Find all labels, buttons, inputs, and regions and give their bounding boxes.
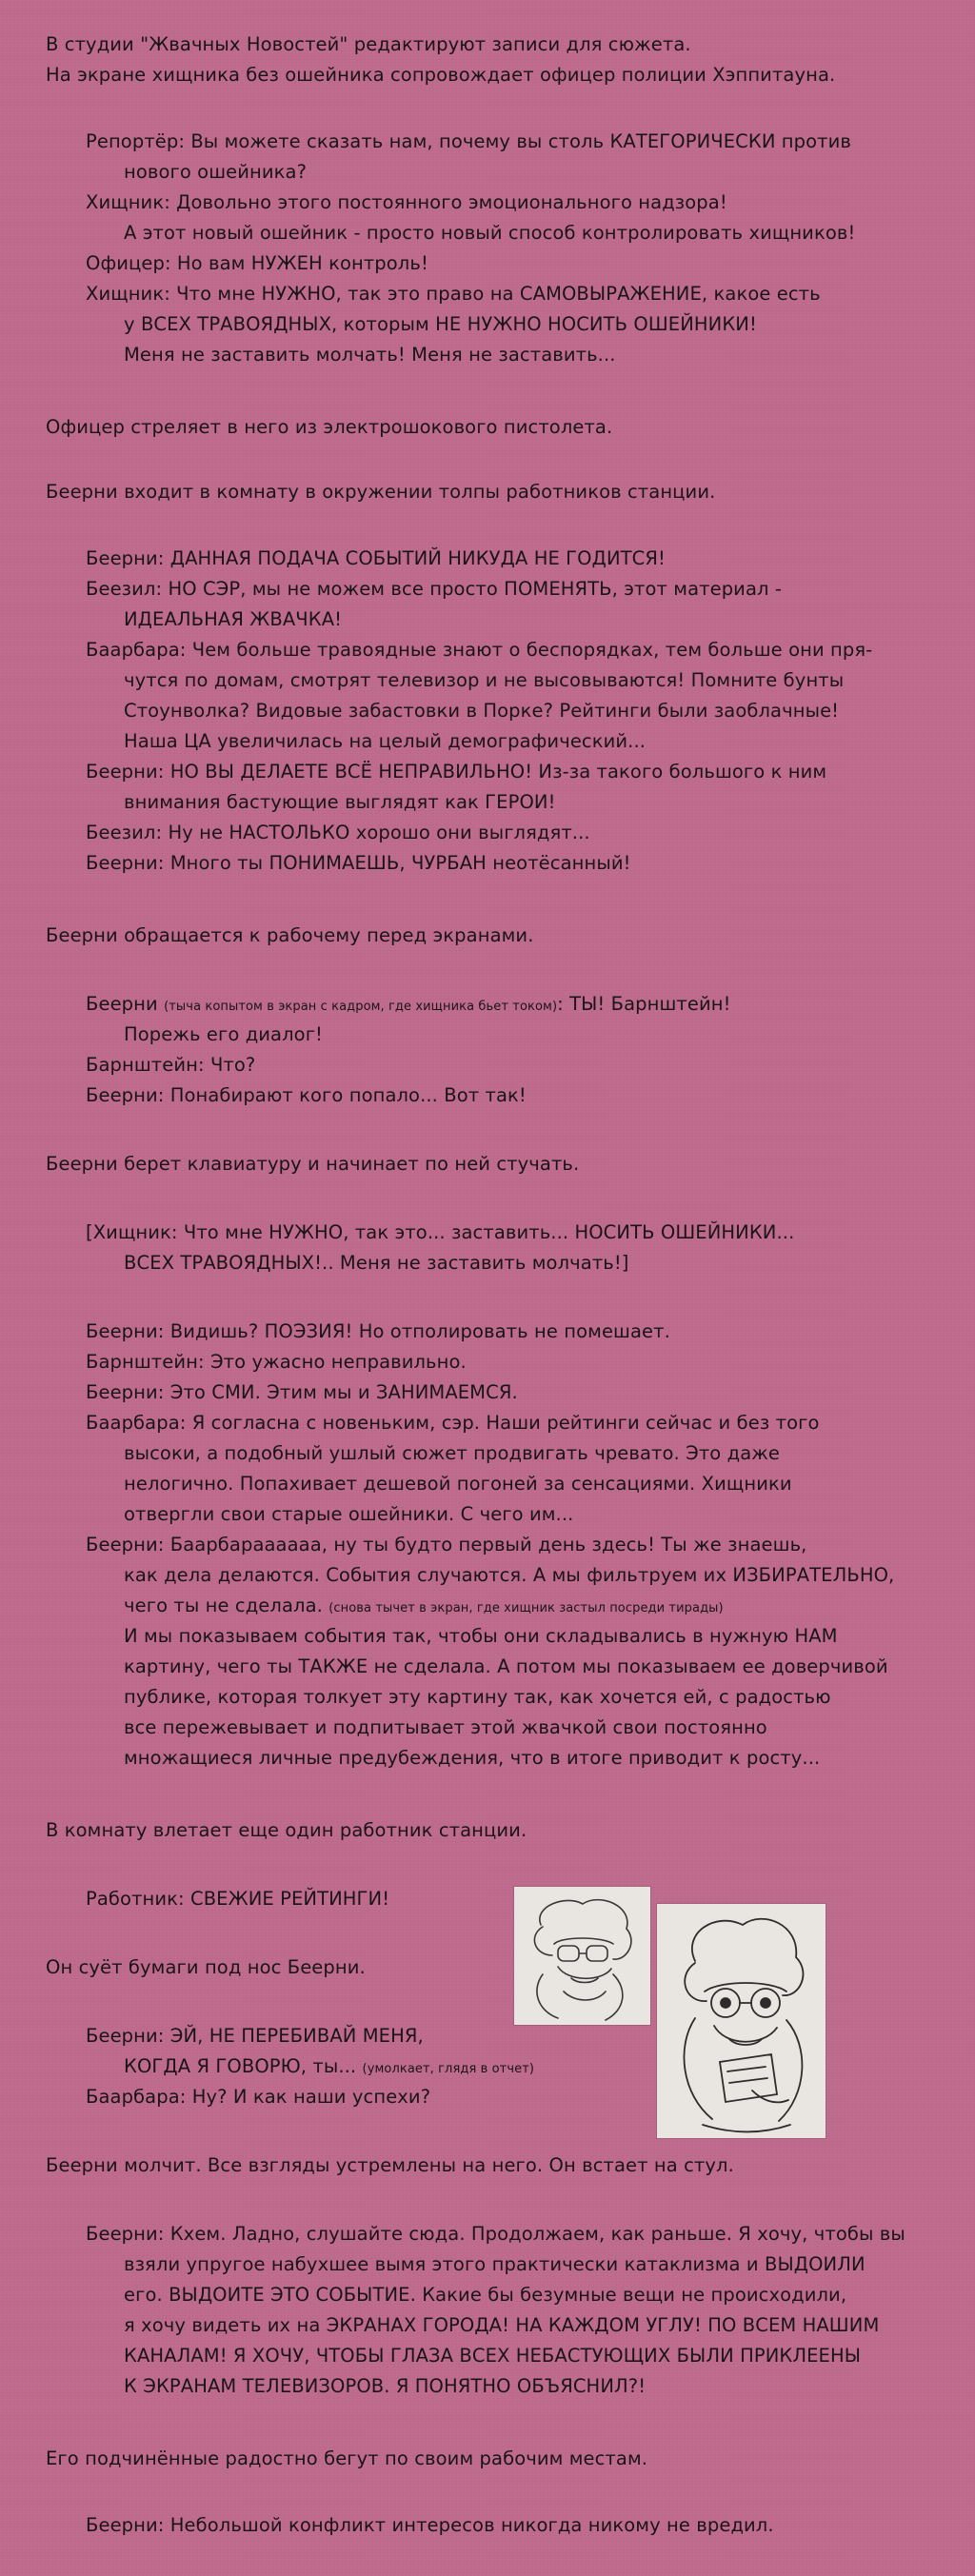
text-line [86, 2085, 430, 2110]
sketch-large [657, 1904, 826, 2138]
text-line [86, 546, 666, 571]
line-text: Баарбара: Чем больше травоядные знают о беспорядках, тем больше они пря- [86, 639, 873, 661]
text-line [124, 1594, 724, 1621]
line-text: внимания бастующие выглядят как ГЕРОИ! [124, 791, 556, 813]
text-line [124, 1746, 820, 1771]
line-text: Офицер: Но вам НУЖЕН контроль! [86, 252, 428, 274]
line-text: нового ошейника? [124, 161, 308, 183]
line-text: ИДЕАЛЬНАЯ ЖВАЧКА! [124, 608, 343, 630]
line-text: Беерни: Баарбараааааа, ну ты будто первый день здесь! Ты же знаешь, [86, 1534, 807, 1556]
text-line [86, 1053, 255, 1078]
text-line [46, 1818, 527, 1843]
line-text: все пережевывает и подпитывает этой жвачкой свои постоянно [124, 1716, 767, 1738]
line-text: Беерни: НО ВЫ ДЕЛАЕТЕ ВСЁ НЕПРАВИЛЬНО! Из-за такого большого к ним [86, 761, 827, 783]
text-line [124, 1472, 792, 1496]
line-text: Стоунволка? Видовые забастовки в Порке? Рейтинги были заоблачные! [124, 700, 840, 722]
line-text: Беерни: ДАННАЯ ПОДАЧА СОБЫТИЙ НИКУДА НЕ ГОДИТСЯ! [86, 547, 666, 569]
line-text: : ТЫ! Барнштейн! [557, 993, 731, 1015]
text-line [124, 2374, 646, 2399]
text-line [86, 1887, 389, 1912]
line-text: [Хищник: Что мне НУЖНО, так это... заставить... НОСИТЬ ОШЕЙНИКИ... [86, 1221, 795, 1243]
line-text: ВСЕХ ТРАВОЯДНЫХ!.. Меня не заставить молчать!] [124, 1252, 629, 1274]
text-line [124, 1685, 831, 1710]
line-text: Репортёр: Вы можете сказать нам, почему вы столь КАТЕГОРИЧЕСКИ против [86, 130, 851, 152]
line-text: чутся по домам, смотрят телевизор и не высовываются! Помните бунты [124, 669, 845, 691]
text-line [124, 1502, 573, 1527]
text-line [86, 821, 590, 845]
text-line [86, 638, 872, 663]
line-text: Баарбара: Я согласна с новеньким, сэр. Наши рейтинги сейчас и без того [86, 1412, 820, 1434]
text-line [86, 992, 731, 1020]
text-line [124, 607, 342, 632]
line-text: Беерни [86, 993, 165, 1015]
line-text: его. ВЫДОИТЕ ЭТО СОБЫТИЕ. Какие бы безумные вещи не происходили, [124, 2284, 847, 2306]
text-line [86, 282, 821, 307]
text-line [86, 1411, 819, 1436]
text-line [124, 2252, 866, 2277]
text-line [86, 760, 826, 784]
text-line [86, 2024, 424, 2049]
text-line [46, 1955, 366, 1980]
text-line [46, 63, 835, 88]
text-line [46, 923, 534, 948]
text-line [86, 2513, 774, 2538]
text-line [124, 2344, 861, 2368]
stage-direction: (умолкает, глядя в отчет) [362, 2062, 535, 2076]
line-text: Баарбара: Ну? И как наши успехи? [86, 2086, 431, 2108]
line-text: Порежь его диалог! [124, 1023, 323, 1045]
text-line [124, 1441, 780, 1466]
text-line [86, 1533, 806, 1557]
line-text: Беерни: ЭЙ, НЕ ПЕРЕБИВАЙ МЕНЯ, [86, 2025, 424, 2047]
line-text: КАНАЛАМ! Я ХОЧУ, ЧТОБЫ ГЛАЗА ВСЕХ НЕБАСТУЮЩИХ БЫЛИ ПРИКЛЕЕНЫ [124, 2345, 862, 2367]
text-line [124, 160, 307, 185]
line-text: взяли упругое набухшее вымя этого практически катаклизма и ВЫДОИЛИ [124, 2253, 866, 2275]
line-text: Беерни берет клавиатуру и начинает по ней стучать. [46, 1153, 580, 1175]
text-line [86, 1083, 527, 1108]
line-text: Беерни входит в комнату в окружении толпы работников станции. [46, 481, 716, 503]
text-line [86, 1350, 467, 1375]
line-text: нелогично. Попахивает дешевой погоней за сенсациями. Хищники [124, 1473, 792, 1495]
text-line [124, 221, 855, 246]
text-line [124, 2283, 846, 2308]
line-text: как дела делаются. События случаются. А мы фильтруем их ИЗБИРАТЕЛЬНО, [124, 1564, 895, 1586]
text-line [124, 1655, 888, 1679]
sketch-large-drawing [657, 1904, 826, 2138]
text-line [124, 312, 757, 337]
text-line [46, 32, 691, 57]
text-line [124, 1251, 629, 1276]
line-text: На экране хищника без ошейника сопровождает офицер полиции Хэппитауна. [46, 64, 836, 86]
line-text: картину, чего ты ТАКЖЕ не сделала. А потом мы показываем ее доверчивой [124, 1655, 888, 1677]
text-line [86, 190, 727, 215]
line-text: И мы показываем события так, чтобы они складывались в нужную НАМ [124, 1625, 838, 1647]
text-line [86, 1319, 670, 1344]
text-line [124, 1624, 838, 1649]
text-line [46, 415, 612, 440]
text-line [124, 2313, 879, 2338]
text-line [46, 2153, 734, 2178]
text-line [86, 2222, 905, 2247]
text-line [86, 577, 782, 602]
line-text: Его подчинённые радостно бегут по своим рабочим местам. [46, 2447, 648, 2469]
text-line [86, 1380, 518, 1405]
text-line [46, 2447, 647, 2471]
line-text: Хищник: Довольно этого постоянного эмоционального надзора! [86, 191, 727, 213]
line-text: множащиеся личные предубеждения, что в итоге приводит к росту... [124, 1747, 821, 1769]
stage-direction: (снова тычет в экран, где хищник застыл посреди тирады) [328, 1601, 724, 1615]
line-text: Наша ЦА увеличилась на целый демографический... [124, 730, 647, 752]
sketch-small [514, 1887, 650, 2025]
line-text: Работник: СВЕЖИЕ РЕЙТИНГИ! [86, 1888, 390, 1910]
text-line [124, 1022, 323, 1047]
line-text: Беерни: Много ты ПОНИМАЕШЬ, ЧУРБАН неотёсанный! [86, 852, 631, 874]
text-line [124, 699, 839, 723]
text-line [124, 1715, 767, 1740]
line-text: высоки, а подобный ушлый сюжет продвигать чревато. Это даже [124, 1442, 781, 1464]
line-text: Беерни: Это СМИ. Этим мы и ЗАНИМАЕМСЯ. [86, 1381, 518, 1403]
line-text: Офицер стреляет в него из электрошокового пистолета. [46, 416, 613, 438]
text-line [124, 1563, 894, 1588]
line-text: В комнату влетает еще один работник станции. [46, 1819, 527, 1841]
text-line [124, 2054, 534, 2082]
line-text: Хищник: Что мне НУЖНО, так это право на САМОВЫРАЖЕНИЕ, какое есть [86, 283, 821, 305]
line-text: чего ты не сделала. [124, 1595, 329, 1616]
line-text: Беерни обращается к рабочему перед экранами. [46, 924, 534, 946]
line-text: публике, которая толкует эту картину так, как хочется ей, с радостью [124, 1686, 831, 1708]
line-text: Беерни: Небольшой конфликт интересов никогда никому не вредил. [86, 2514, 774, 2536]
line-text: КОГДА Я ГОВОРЮ, ты... [124, 2055, 363, 2077]
text-line [86, 129, 851, 154]
stage-direction: (тыча копытом в экран с кадром, где хищника бьет током) [164, 1000, 558, 1014]
text-line [86, 851, 631, 876]
text-line [86, 251, 428, 276]
line-text: Меня не заставить молчать! Меня не заставить... [124, 344, 616, 366]
line-text: у ВСЕХ ТРАВОЯДНЫХ, которым НЕ НУЖНО НОСИТЬ ОШЕЙНИКИ! [124, 313, 757, 335]
text-line [86, 1220, 794, 1245]
line-text: К ЭКРАНАМ ТЕЛЕВИЗОРОВ. Я ПОНЯТНО ОБЪЯСНИЛ?! [124, 2375, 647, 2397]
text-line [46, 480, 715, 505]
text-line [124, 668, 844, 693]
line-text: Беерни молчит. Все взгляды устремлены на него. Он встает на стул. [46, 2154, 734, 2176]
text-line [124, 729, 646, 754]
sketch-small-drawing [514, 1887, 650, 2025]
line-text: я хочу видеть их на ЭКРАНАХ ГОРОДА! НА КАЖДОМ УГЛУ! ПО ВСЕМ НАШИМ [124, 2314, 880, 2336]
line-text: Беерни: Кхем. Ладно, слушайте сюда. Продолжаем, как раньше. Я хочу, чтобы вы [86, 2223, 905, 2245]
text-line [124, 790, 556, 815]
line-text: Беезил: Ну не НАСТОЛЬКО хорошо они выглядят... [86, 822, 590, 843]
line-text: Беерни: Понабирают кого попало... Вот так! [86, 1084, 527, 1106]
line-text: Он суёт бумаги под нос Беерни. [46, 1956, 366, 1978]
line-text: А этот новый ошейник - просто новый способ контролировать хищников! [124, 222, 856, 244]
line-text: В студии "Жвачных Новостей" редактируют записи для сюжета. [46, 33, 691, 55]
line-text: отвергли свои старые ошейники. С чего им... [124, 1503, 574, 1525]
line-text: Беезил: НО СЭР, мы не можем все просто ПОМЕНЯТЬ, этот материал - [86, 578, 783, 600]
text-line [124, 343, 616, 367]
line-text: Барнштейн: Что? [86, 1054, 256, 1076]
text-line [46, 1152, 579, 1177]
line-text: Беерни: Видишь? ПОЭЗИЯ! Но отполировать не помешает. [86, 1320, 670, 1342]
line-text: Барнштейн: Это ужасно неправильно. [86, 1351, 467, 1373]
